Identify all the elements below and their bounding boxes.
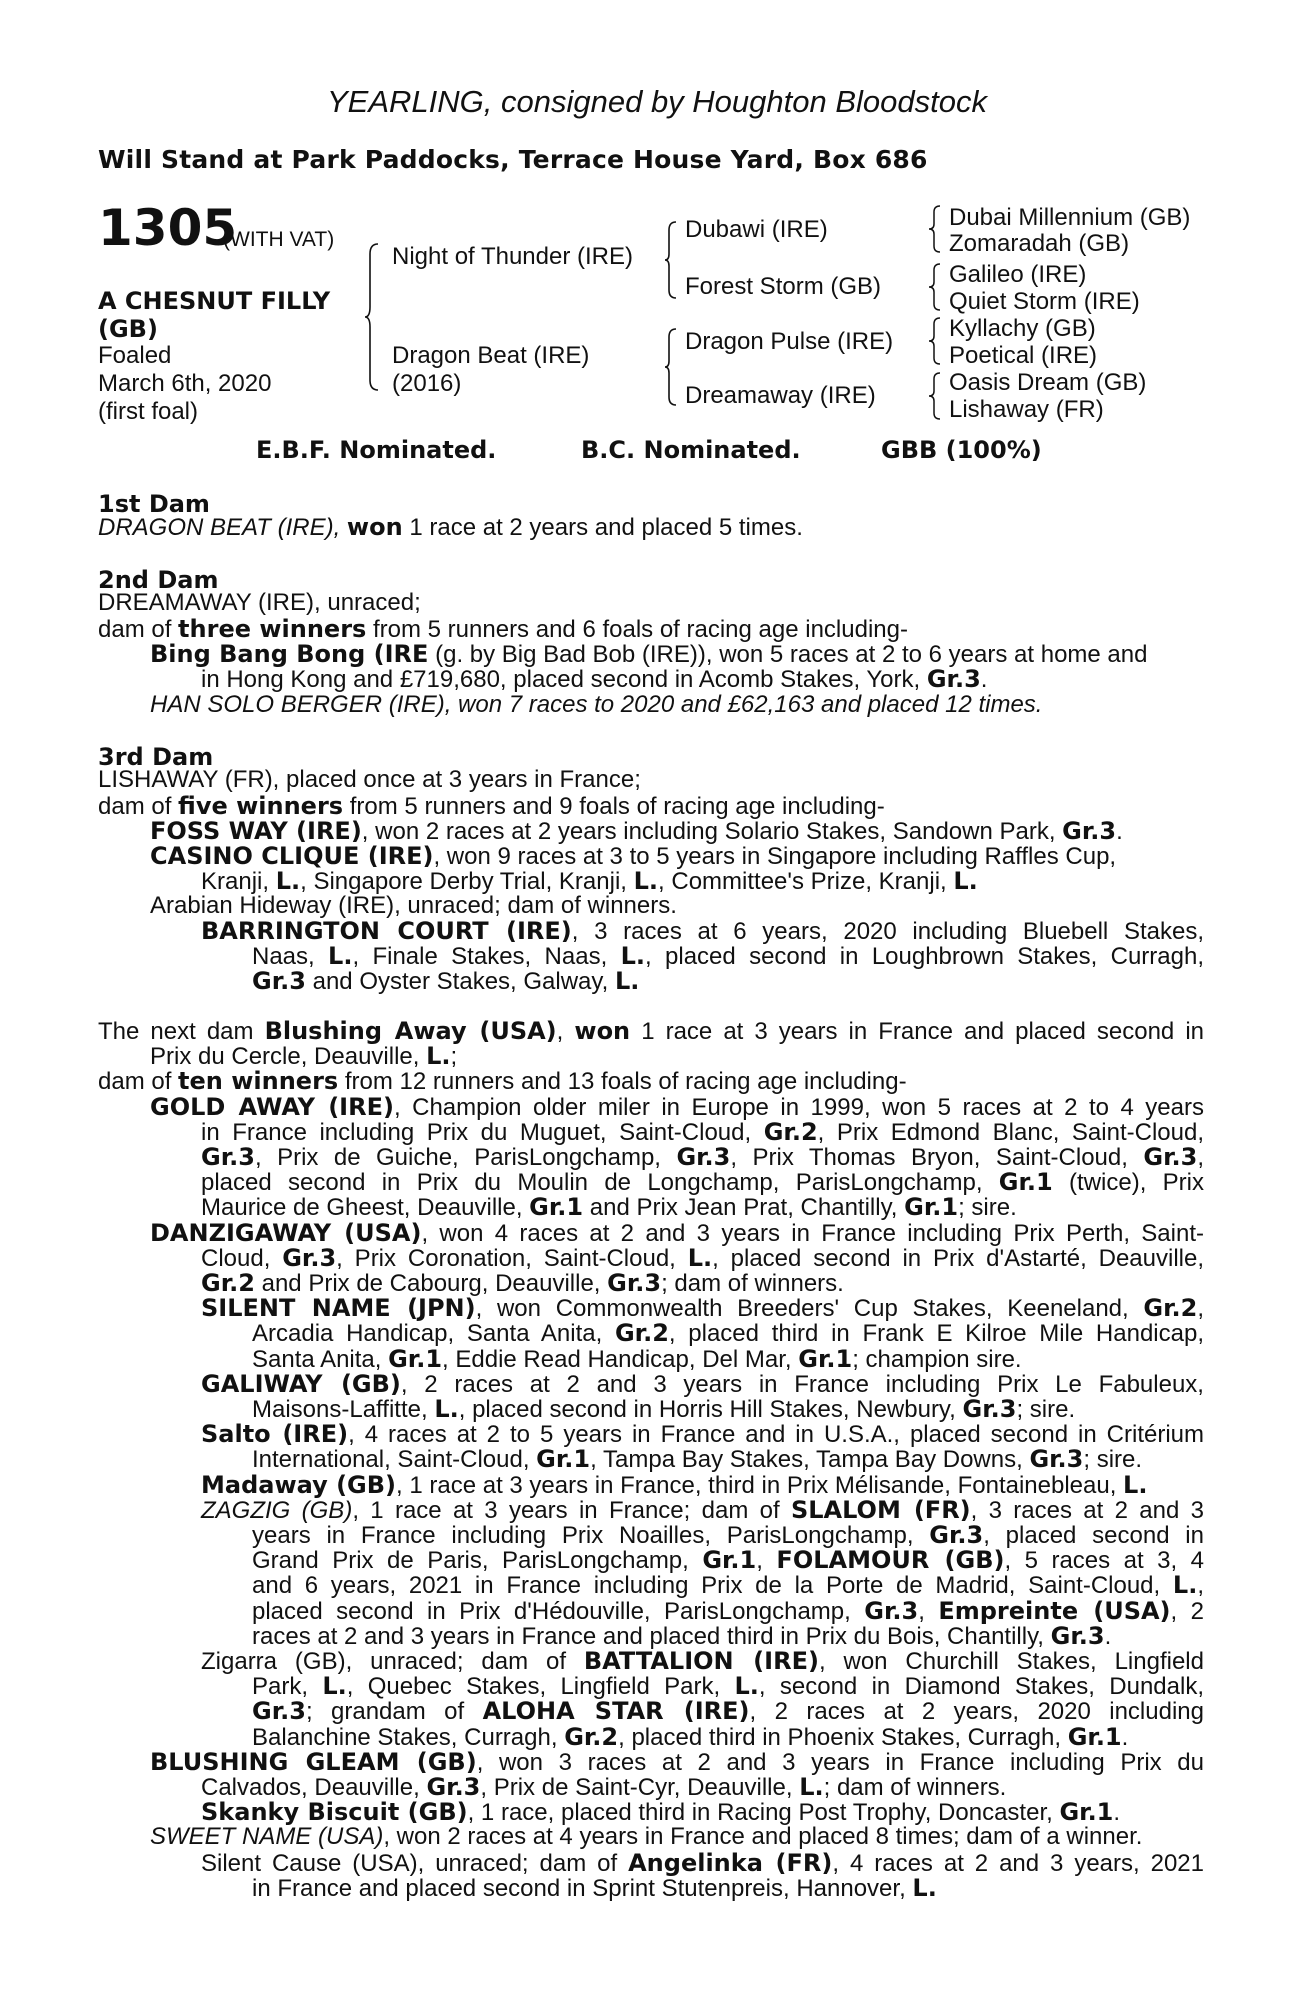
next-dam-line <box>201 1169 1204 1196</box>
next-dam-line <box>201 1472 1147 1499</box>
next-dam-text: Park, <box>252 1673 323 1701</box>
grandsire-dam: Dragon Pulse (IRE) <box>685 328 894 355</box>
next-dam-text: Gr.2 <box>201 1269 255 1297</box>
next-dam-text: dam of <box>98 1068 179 1096</box>
next-dam-text: , <box>918 1597 939 1625</box>
next-dam-text: L. <box>322 1672 347 1701</box>
next-dam-text: L. <box>1123 1470 1148 1499</box>
second-dam-line-3: Bing Bang Bong (IRE (g. by Big Bad Bob (IRE)), won 5 races at 2 to 6 years at home and <box>150 640 1148 668</box>
next-dam-text: in France including Prix du Muguet, Saint-Cloud, <box>201 1118 764 1146</box>
next-dam-text: races at 2 and 3 years in France and placed third in Prix du Bois, Chantilly, <box>252 1622 1051 1650</box>
next-dam-text: L. <box>912 1873 937 1902</box>
next-dam-line <box>252 1547 1204 1574</box>
next-dam-text: placed second in Prix d'Hédouville, ParisLongchamp, <box>252 1597 865 1625</box>
next-dam-text: Gr.1 <box>1067 1722 1122 1751</box>
next-dam-text: ; sire. <box>1083 1446 1143 1474</box>
next-dam-text: , won Commonwealth Breeders' Cup Stakes, Keeneland, <box>475 1295 1144 1323</box>
next-dam-text: , second in Diamond Stakes, Dundalk, <box>758 1673 1204 1701</box>
next-dam-text: ; champion sire. <box>852 1345 1022 1373</box>
next-dam-text: Balanchine Stakes, Curragh, <box>252 1723 565 1751</box>
page-title: YEARLING, consigned by Houghton Bloodstock <box>327 84 987 119</box>
next-dam-text: won <box>574 1017 631 1045</box>
next-dam-text: Prix du Cercle, Deauville, <box>150 1043 427 1071</box>
next-dam-text: , Prix Edmond Blanc, Saint-Cloud, <box>817 1118 1204 1146</box>
great-grand-1: Dubai Millennium (GB) <box>949 204 1191 231</box>
next-dam-text: and Prix de Cabourg, Deauville, <box>254 1270 608 1297</box>
next-dam-line <box>201 1270 844 1297</box>
next-dam-text: , 4 races at 2 and 3 years, 2021 <box>832 1849 1205 1877</box>
third-dam-line-7: BARRINGTON COURT (IRE), 3 races at 6 years, 2020 including Bluebell Stakes, <box>201 917 1204 945</box>
next-dam-text: ; <box>450 1043 458 1071</box>
next-dam-text: L. <box>687 1243 713 1272</box>
next-dam-text: Gr.3 <box>201 1143 255 1171</box>
next-dam-line <box>98 1068 907 1095</box>
next-dam-text: ; dam of winners. <box>661 1270 844 1297</box>
next-dam-text: Gr.3 <box>426 1773 481 1801</box>
third-dam-line-1: LISHAWAY (FR), placed once at 3 years in France; <box>98 766 641 793</box>
next-dam-text: Maisons-Laffitte, <box>252 1396 435 1423</box>
next-dam-text: Grand Prix de Paris, ParisLongchamp, <box>252 1547 703 1575</box>
next-dam-text: 1 race at 3 years in France and placed second in <box>630 1018 1205 1045</box>
next-dam-line <box>201 1799 1120 1826</box>
next-dam-text: , placed second in Prix d'Astarté, Deauville, <box>712 1244 1204 1272</box>
next-dam-line <box>201 1245 1204 1272</box>
next-dam-text: Gr.1 <box>702 1546 757 1575</box>
next-dam-text: , won 4 races at 2 and 3 years in France including Prix Perth, Saint- <box>421 1219 1204 1247</box>
next-dam-text: , 1 race, placed third in Racing Post Trophy, Doncaster, <box>467 1799 1060 1827</box>
second-dam-line-5: HAN SOLO BERGER (IRE), won 7 races to 2020 and £62,163 and placed 12 times. <box>150 691 1043 718</box>
next-dam-text: , won 2 races at 4 years in France and placed 8 times; dam of a winner. <box>383 1823 1143 1851</box>
next-dam-text: and Prix Jean Prat, Chantilly, <box>583 1194 905 1222</box>
next-dam-text: , <box>556 1018 575 1045</box>
next-dam-line <box>252 1522 1204 1549</box>
great-brace-2 <box>928 262 942 312</box>
next-dam-text: and 6 years, 2021 in France including Prix de la Porte de Madrid, Saint-Cloud, <box>252 1572 1173 1600</box>
next-dam-text: GOLD AWAY (IRE) <box>150 1092 394 1121</box>
next-dam-line <box>252 1572 1204 1599</box>
next-dam-line <box>252 1724 1128 1751</box>
next-dam-text: , Champion older miler in Europe in 1999, won 5 races at 2 to 4 years <box>393 1093 1204 1121</box>
next-dam-text: Gr.3 <box>962 1395 1017 1423</box>
gbb-note: GBB (100%) <box>881 436 1042 464</box>
next-dam-text: Gr.1 <box>998 1168 1053 1197</box>
next-dam-text: Gr.1 <box>388 1344 443 1373</box>
great-brace-3 <box>928 316 942 366</box>
next-dam-line <box>150 1220 1204 1247</box>
next-dam-text: Gr.3 <box>676 1143 731 1171</box>
next-dam-text: Calvados, Deauville, <box>201 1774 427 1801</box>
great-grand-4: Quiet Storm (IRE) <box>949 288 1140 315</box>
next-dam-text: Gr.3 <box>1143 1143 1198 1171</box>
next-dam-text: from 12 runners and 13 foals of racing age including- <box>338 1068 907 1096</box>
next-dam-text: , 2 <box>1170 1597 1204 1625</box>
next-dam-line <box>201 1194 1017 1221</box>
granddam-sire: Forest Storm (GB) <box>685 273 882 300</box>
next-dam-line <box>252 1346 1022 1373</box>
next-dam-text: Skanky Biscuit (GB) <box>201 1798 468 1827</box>
next-dam-line <box>252 1698 1204 1725</box>
next-dam-text: Gr.3 <box>607 1269 662 1297</box>
next-dam-text: , won Churchill Stakes, Lingfield <box>818 1648 1204 1675</box>
great-brace-1 <box>928 204 942 254</box>
next-dam-text: Cloud, <box>201 1244 283 1272</box>
next-dam-text: . <box>1104 1622 1112 1650</box>
second-dam-line-1: DREAMAWAY (IRE), unraced; <box>98 589 421 616</box>
vat-note: (WITH VAT) <box>223 228 335 251</box>
next-dam-text: Gr.1 <box>529 1193 584 1222</box>
foal-note: (first foal) <box>98 398 199 425</box>
next-dam-line <box>201 1648 1204 1675</box>
third-dam-line-4: CASINO CLIQUE (IRE), won 9 races at 3 to 5 years in Singapore including Raffles Cup, <box>150 842 1117 870</box>
next-dam-line <box>150 1749 1204 1776</box>
next-dam-text: placed second in Prix du Moulin de Longchamp, ParisLongchamp, <box>201 1169 999 1197</box>
next-dam-line <box>150 1824 1142 1850</box>
next-dam-text: ; sire. <box>958 1194 1017 1222</box>
next-dam-text: Empreinte (USA) <box>938 1596 1171 1625</box>
third-dam-line-9: Gr.3 and Oyster Stakes, Galway, L. <box>252 967 640 995</box>
next-dam-text: L. <box>434 1395 459 1423</box>
next-dam-text: , 1 race at 3 years in France; dam of <box>352 1496 791 1524</box>
next-dam-text: Gr.1 <box>536 1445 591 1474</box>
next-dam-text: ZAGZIG (GB) <box>201 1496 353 1524</box>
next-dam-text: L. <box>799 1773 824 1801</box>
granddam-dam: Dreamaway (IRE) <box>685 382 876 409</box>
next-dam-text: BATTALION (IRE) <box>583 1647 819 1675</box>
next-dam-text: SWEET NAME (USA) <box>150 1823 384 1851</box>
next-dam-line <box>150 1043 457 1070</box>
bc-nomination: B.C. Nominated. <box>581 436 801 464</box>
next-dam-text: , 5 races at 3, 4 <box>1004 1547 1204 1575</box>
next-dam-text: , <box>1197 1295 1204 1323</box>
great-grand-3: Galileo (IRE) <box>949 261 1087 288</box>
dam-year: (2016) <box>392 370 462 397</box>
next-dam-text: ALOHA STAR (IRE) <box>482 1697 750 1726</box>
next-dam-text: , <box>756 1547 777 1575</box>
next-dam-text: , Eddie Read Handicap, Del Mar, <box>442 1345 799 1373</box>
next-dam-line <box>252 1396 1075 1423</box>
next-dam-text: , Quebec Stakes, Lingfield Park, <box>346 1673 735 1701</box>
next-dam-text: L. <box>426 1042 451 1071</box>
third-dam-line-3: FOSS WAY (IRE), won 2 races at 2 years including Solario Stakes, Sandown Park, Gr.3. <box>150 817 1123 845</box>
next-dam-text: , 2 races at 2 years, 2020 including <box>749 1698 1204 1726</box>
next-dam-text: , 2 races at 2 and 3 years in France including Prix Le Fabuleux, <box>400 1370 1204 1398</box>
next-dam-text: Angelinka (FR) <box>628 1848 833 1877</box>
next-dam-text: Madaway (GB) <box>201 1470 397 1499</box>
great-grand-7: Oasis Dream (GB) <box>949 369 1147 396</box>
first-dam-heading: 1st Dam <box>98 490 210 518</box>
sire-line-brace <box>664 220 678 300</box>
next-dam-line <box>252 1446 1142 1473</box>
next-dam-text: Gr.1 <box>904 1193 959 1222</box>
great-grand-8: Lishaway (FR) <box>949 396 1104 423</box>
next-dam-text: Gr.3 <box>282 1243 337 1272</box>
next-dam-line <box>201 1371 1204 1398</box>
next-dam-text: , <box>1197 1144 1204 1171</box>
next-dam-text: L. <box>734 1672 759 1701</box>
next-dam-text: Arcadia Handicap, Santa Anita, <box>252 1320 615 1348</box>
next-dam-text: , placed third in Frank E Kilroe Mile Handicap, <box>668 1320 1204 1348</box>
next-dam-text: Gr.2 <box>564 1722 619 1751</box>
next-dam-text: Silent Cause (USA), unraced; dam of <box>201 1849 629 1877</box>
pedigree-brace <box>364 242 380 392</box>
next-dam-text: Gr.3 <box>252 1697 306 1726</box>
next-dam-text: , placed third in Phoenix Stakes, Curragh, <box>618 1723 1068 1751</box>
dam-name: Dragon Beat (IRE) <box>392 342 590 369</box>
filly-description: A CHESNUT FILLY <box>98 287 331 315</box>
second-dam-heading: 2nd Dam <box>98 566 219 594</box>
grandsire-sire: Dubawi (IRE) <box>685 216 828 243</box>
next-dam-text: SILENT NAME (JPN) <box>201 1294 476 1323</box>
next-dam-text: Salto (IRE) <box>201 1420 349 1449</box>
next-dam-text: Gr.2 <box>763 1117 818 1146</box>
ebf-nomination: E.B.F. Nominated. <box>256 436 497 464</box>
next-dam-text: International, Saint-Cloud, <box>252 1446 537 1474</box>
dam-line-brace <box>664 327 678 407</box>
next-dam-text: , Prix Thomas Bryon, Saint-Cloud, <box>730 1144 1144 1171</box>
next-dam-text: DANZIGAWAY (USA) <box>150 1218 422 1247</box>
lot-number: 1305 <box>98 199 238 257</box>
next-dam-text: , Prix Coronation, Saint-Cloud, <box>336 1244 688 1272</box>
second-dam-line-4: in Hong Kong and £719,680, placed second in Acomb Stakes, York, Gr.3. <box>201 665 988 693</box>
next-dam-text: ten winners <box>178 1067 339 1096</box>
second-dam-line-2: dam of three winners from 5 runners and 6 foals of racing age including- <box>98 615 908 643</box>
next-dam-line <box>252 1320 1204 1347</box>
next-dam-text: . <box>1113 1799 1121 1827</box>
next-dam-text: The next dam <box>98 1018 265 1045</box>
third-dam-line-5: Kranji, L., Singapore Derby Trial, Kranji, L., Committee's Prize, Kranji, L. <box>201 867 978 895</box>
next-dam-text: , placed second in <box>983 1522 1204 1549</box>
great-brace-4 <box>928 371 942 421</box>
next-dam-text: Maurice de Gheest, Deauville, <box>201 1194 530 1222</box>
next-dam-text: (twice), Prix <box>1052 1169 1205 1197</box>
next-dam-text: , 4 races at 2 to 5 years in France and in U.S.A., placed second in Critérium <box>348 1421 1204 1449</box>
next-dam-line <box>201 1295 1204 1322</box>
foaled-date: March 6th, 2020 <box>98 370 272 397</box>
next-dam-text: ; dam of winners. <box>823 1774 1007 1801</box>
filly-origin: (GB) <box>98 315 158 343</box>
next-dam-text: , placed second in Horris Hill Stakes, Newbury, <box>458 1396 963 1423</box>
next-dam-text: Santa Anita, <box>252 1345 389 1373</box>
next-dam-text: Blushing Away (USA) <box>264 1017 557 1045</box>
next-dam-text: Gr.3 <box>1029 1445 1084 1474</box>
next-dam-text: L. <box>1172 1571 1198 1600</box>
next-dam-line <box>252 1875 937 1902</box>
next-dam-line <box>201 1774 1006 1801</box>
next-dam-text: , Prix de Guiche, ParisLongchamp, <box>254 1144 677 1171</box>
next-dam-text: . <box>1121 1723 1129 1751</box>
next-dam-text: ; sire. <box>1016 1396 1076 1423</box>
third-dam-line-6: Arabian Hideway (IRE), unraced; dam of winners. <box>150 892 677 919</box>
next-dam-text: ; grandam of <box>305 1698 483 1726</box>
next-dam-line <box>201 1497 1204 1524</box>
next-dam-line <box>201 1421 1204 1448</box>
next-dam-text: Gr.2 <box>1143 1294 1198 1323</box>
next-dam-text: Zigarra (GB), unraced; dam of <box>201 1648 584 1675</box>
next-dam-text: Gr.1 <box>798 1344 853 1373</box>
sire-name: Night of Thunder (IRE) <box>392 243 633 270</box>
next-dam-line <box>201 1144 1204 1171</box>
next-dam-text: Gr.3 <box>864 1596 919 1625</box>
first-dam-line: DRAGON BEAT (IRE), won 1 race at 2 years and placed 5 times. <box>98 513 803 541</box>
next-dam-text: BLUSHING GLEAM (GB) <box>150 1747 477 1776</box>
next-dam-line <box>150 1094 1204 1121</box>
next-dam-text: , won 3 races at 2 and 3 years in France including Prix du <box>476 1748 1204 1776</box>
next-dam-text: FOLAMOUR (GB) <box>776 1546 1005 1575</box>
next-dam-text: , <box>1197 1572 1204 1600</box>
next-dam-text: , 1 race at 3 years in France, third in Prix Mélisande, Fontainebleau, <box>396 1471 1124 1499</box>
next-dam-text: years in France including Prix Noailles, ParisLongchamp, <box>252 1522 930 1549</box>
next-dam-text: , 3 races at 2 and 3 <box>970 1496 1204 1524</box>
next-dam-line <box>201 1119 1204 1146</box>
foaled-label: Foaled <box>98 342 172 369</box>
next-dam-text: , Prix de Saint-Cyr, Deauville, <box>480 1774 800 1801</box>
next-dam-text: in France and placed second in Sprint Stutenpreis, Hannover, <box>252 1874 913 1902</box>
next-dam-text: , Tampa Bay Stakes, Tampa Bay Downs, <box>590 1446 1030 1474</box>
next-dam-text: Gr.3 <box>929 1521 984 1549</box>
next-dam-text: GALIWAY (GB) <box>201 1369 401 1398</box>
third-dam-line-8: Naas, L., Finale Stakes, Naas, L., placed second in Loughbrown Stakes, Curragh, <box>252 942 1205 970</box>
next-dam-text: Gr.1 <box>1059 1798 1114 1827</box>
next-dam-text: SLALOM (FR) <box>790 1495 971 1524</box>
stand-location: Will Stand at Park Paddocks, Terrace House Yard, Box 686 <box>98 145 928 174</box>
next-dam-line <box>252 1673 1204 1700</box>
next-dam-text: Gr.2 <box>614 1319 669 1348</box>
next-dam-line <box>252 1623 1111 1650</box>
great-grand-6: Poetical (IRE) <box>949 342 1098 369</box>
next-dam-line <box>252 1598 1204 1625</box>
next-dam-text: Gr.3 <box>1050 1621 1105 1650</box>
next-dam-line <box>98 1018 1204 1045</box>
third-dam-line-2: dam of five winners from 5 runners and 9 foals of racing age including- <box>98 792 885 820</box>
great-grand-5: Kyllachy (GB) <box>949 315 1096 342</box>
great-grand-2: Zomaradah (GB) <box>949 230 1130 257</box>
next-dam-line <box>201 1850 1204 1877</box>
third-dam-heading: 3rd Dam <box>98 743 214 771</box>
